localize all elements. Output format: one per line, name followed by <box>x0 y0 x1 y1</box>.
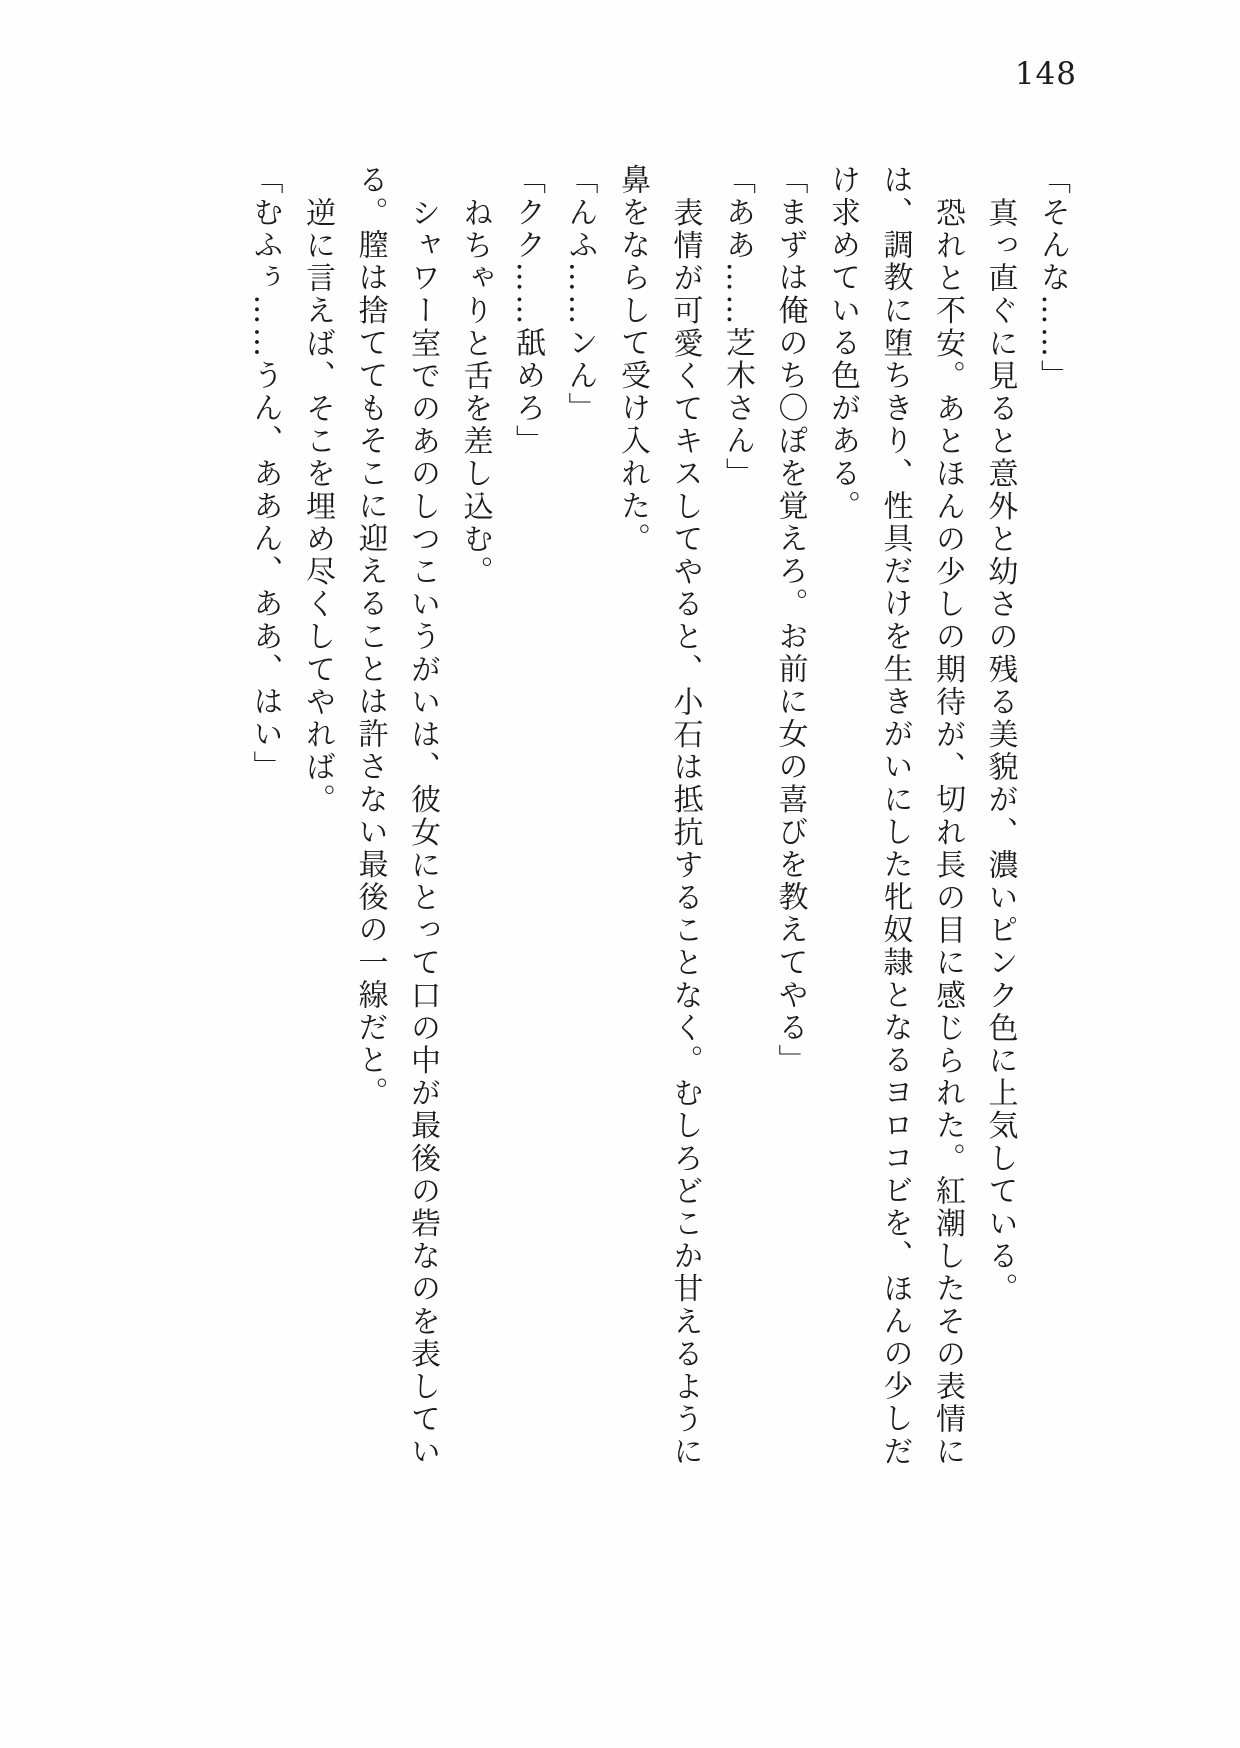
text-line: 「むふぅ……うん、ああん、ああ、はい」 <box>247 164 283 784</box>
text-line: 「まずは俺のち〇ぽを覚えろ。お前に女の喜びを教えてやる」 <box>772 164 808 1077</box>
text-line: 表情が可愛くてキスしてやると、小石は抵抗することなく。むしろどこか甘えるように <box>667 196 703 1468</box>
vertical-text-block <box>238 164 1078 1484</box>
text-line: シャワー室でのあのしつこいうがいは、彼女にとって口の中が最後の砦なのを表してい <box>405 196 440 1468</box>
text-line: は、調教に堕ちきり、性具だけを生きがいにした牝奴隷となるヨロコビを、ほんの少しだ <box>877 164 913 1468</box>
text-line: 「そんな……」 <box>1035 164 1070 393</box>
text-line: 鼻をならして受け入れた。 <box>615 164 650 556</box>
text-line: 真っ直ぐに見ると意外と幼さの残る美貌が、濃いピンク色に上気している。 <box>982 196 1018 1305</box>
text-line: け求めている色がある。 <box>825 164 860 523</box>
text-line: る。膣は捨ててもそこに迎えることは許さない最後の一線だと。 <box>352 164 388 1110</box>
page-number: 148 <box>1014 56 1077 92</box>
text-line: 逆に言えば、そこを埋め尽くしてやれば。 <box>300 196 335 816</box>
text-line: 「クク……舐めろ」 <box>510 164 545 458</box>
text-line: ねちゃりと舌を差し込む。 <box>457 196 493 588</box>
text-line: 「んふ……ンん」 <box>562 164 598 425</box>
text-line: 「ああ……芝木さん」 <box>720 164 755 490</box>
text-line: 恐れと不安。あとほんの少しの期待が、切れ長の目に感じられた。紅潮したその表情に <box>930 196 965 1468</box>
